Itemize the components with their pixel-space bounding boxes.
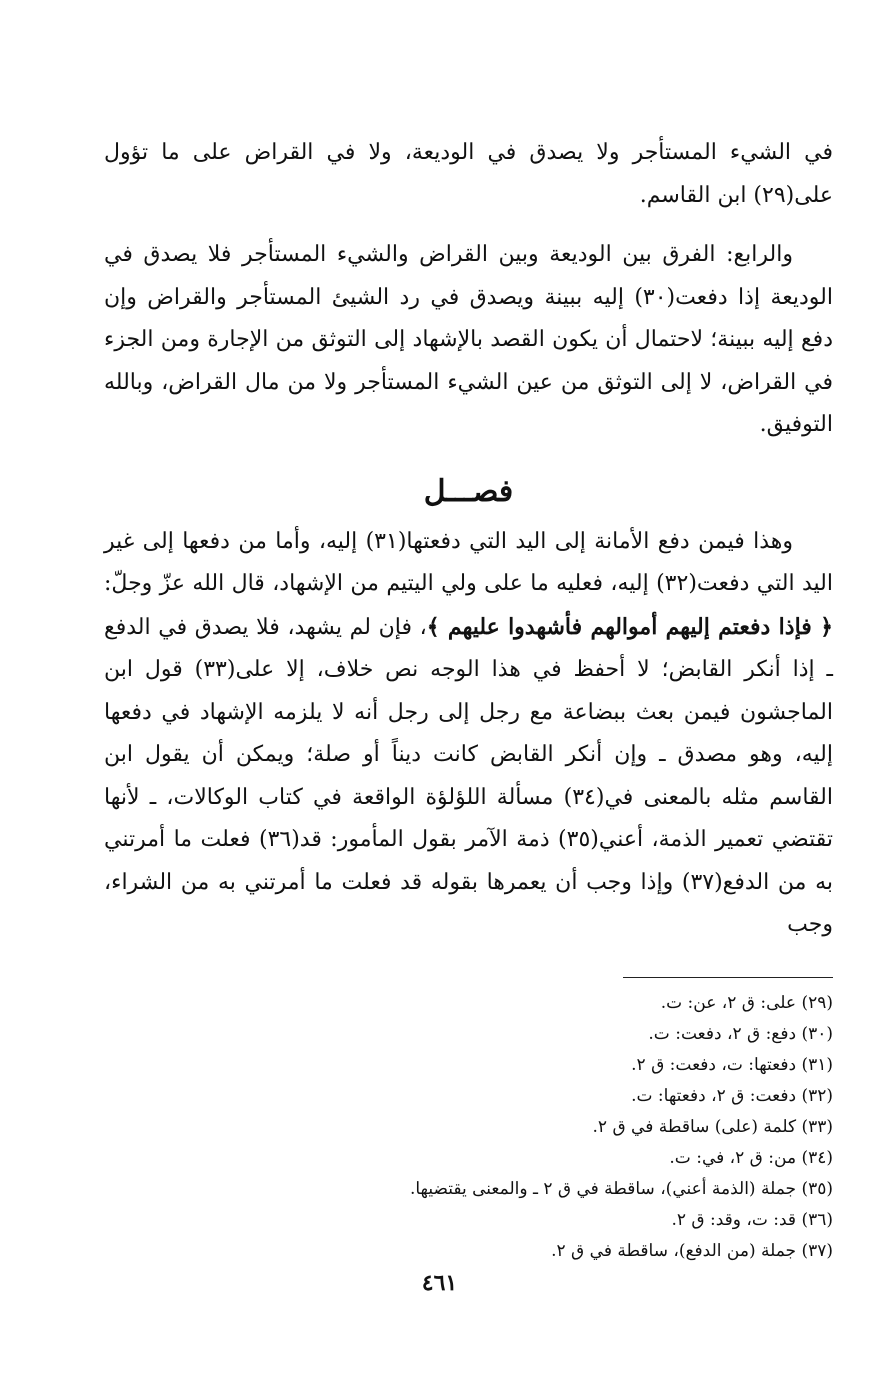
footnote-32: (٣٢) دفعت: ق ٢، دفعتها: ت. bbox=[631, 1085, 833, 1106]
section-paragraph bbox=[104, 521, 833, 947]
footnote-31: (٣١) دفعتها: ت، دفعت: ق ٢. bbox=[631, 1054, 833, 1075]
paragraph-2: والرابع: الفرق بين الوديعة وبين القراض والشيء المستأجر فلا يصدق في الوديعة إذا دفعت(٣٠) إليه ببينة ويصدق في رد الشيئ المستأجر والقراض وإن دفع إليه ببينة؛ لاحتمال أن يكون القصد بالإشهاد إلى التوثق من الإجارة ومن الجزء في القراض، لا إلى التوثق من عين الشيء المستأجر ولا من مال القراض، وبالله التوفيق. bbox=[104, 242, 833, 437]
footnote-separator bbox=[623, 977, 833, 978]
footnote-29: (٢٩) على: ق ٢، عن: ت. bbox=[660, 992, 833, 1013]
footnote-34: (٣٤) من: ق ٢، في: ت. bbox=[669, 1147, 833, 1168]
section-heading: فصـــل bbox=[423, 473, 514, 509]
section-text-after-quote: ، فإن لم يشهد، فلا يصدق في الدفع ـ إذا أنكر القابض؛ لا أحفظ في هذا الوجه نص خلاف، إلا على(٣٣) قول ابن الماجشون فيمن بعث ببضاعة مع رجل إلى رجل أنه لا يلزمه الإشهاد في دفعها إليه، وهو مصدق ـ وإن أنكر القابض كانت ديناً أو صلة؛ ويمكن أن يقول ابن القاسم مثله بالمعنى في(٣٤) مسألة اللؤلؤة الواقعة في كتاب الوكالات، ـ لأنها تقتضي تعمير الذمة، أعني(٣٥) ذمة الآمر بقول المأمور: قد(٣٦) فعلت ما أمرتني به من الدفع(٣٧) وإذا وجب أن يعمرها بقوله قد فعلت ما أمرتني به من الشراء، وجب bbox=[104, 614, 834, 937]
main-text bbox=[104, 132, 833, 447]
footnotes bbox=[104, 988, 833, 1267]
footnote-35: (٣٥) جملة (الذمة أعني)، ساقطة في ق ٢ ـ والمعنى يقتضيها. bbox=[409, 1178, 833, 1199]
paragraph-1: في الشيء المستأجر ولا يصدق في الوديعة، ولا في القراض على ما تؤول على(٢٩) ابن القاسم. bbox=[104, 140, 833, 208]
section-text bbox=[104, 521, 833, 947]
quran-quote: ﴿ فإذا دفعتم إليهم أموالهم فأشهدوا عليهم ﴾ bbox=[426, 613, 833, 640]
section-text-before-quote: وهذا فيمن دفع الأمانة إلى اليد التي دفعتها(٣١) إليه، وأما من دفعها إلى غير اليد التي دفعت(٣٢) إليه، فعليه ما على ولي اليتيم من الإشهاد، قال الله عزّ وجلّ: bbox=[104, 528, 833, 596]
footnote-30: (٣٠) دفع: ق ٢، دفعت: ت. bbox=[648, 1023, 833, 1044]
page-number: ٤٦١ bbox=[421, 1270, 458, 1296]
footnote-37: (٣٧) جملة (من الدفع)، ساقطة في ق ٢. bbox=[551, 1240, 833, 1261]
footnote-33: (٣٣) كلمة (على) ساقطة في ق ٢. bbox=[592, 1116, 833, 1137]
footnote-36: (٣٦) قد: ت، وقد: ق ٢. bbox=[671, 1209, 833, 1230]
